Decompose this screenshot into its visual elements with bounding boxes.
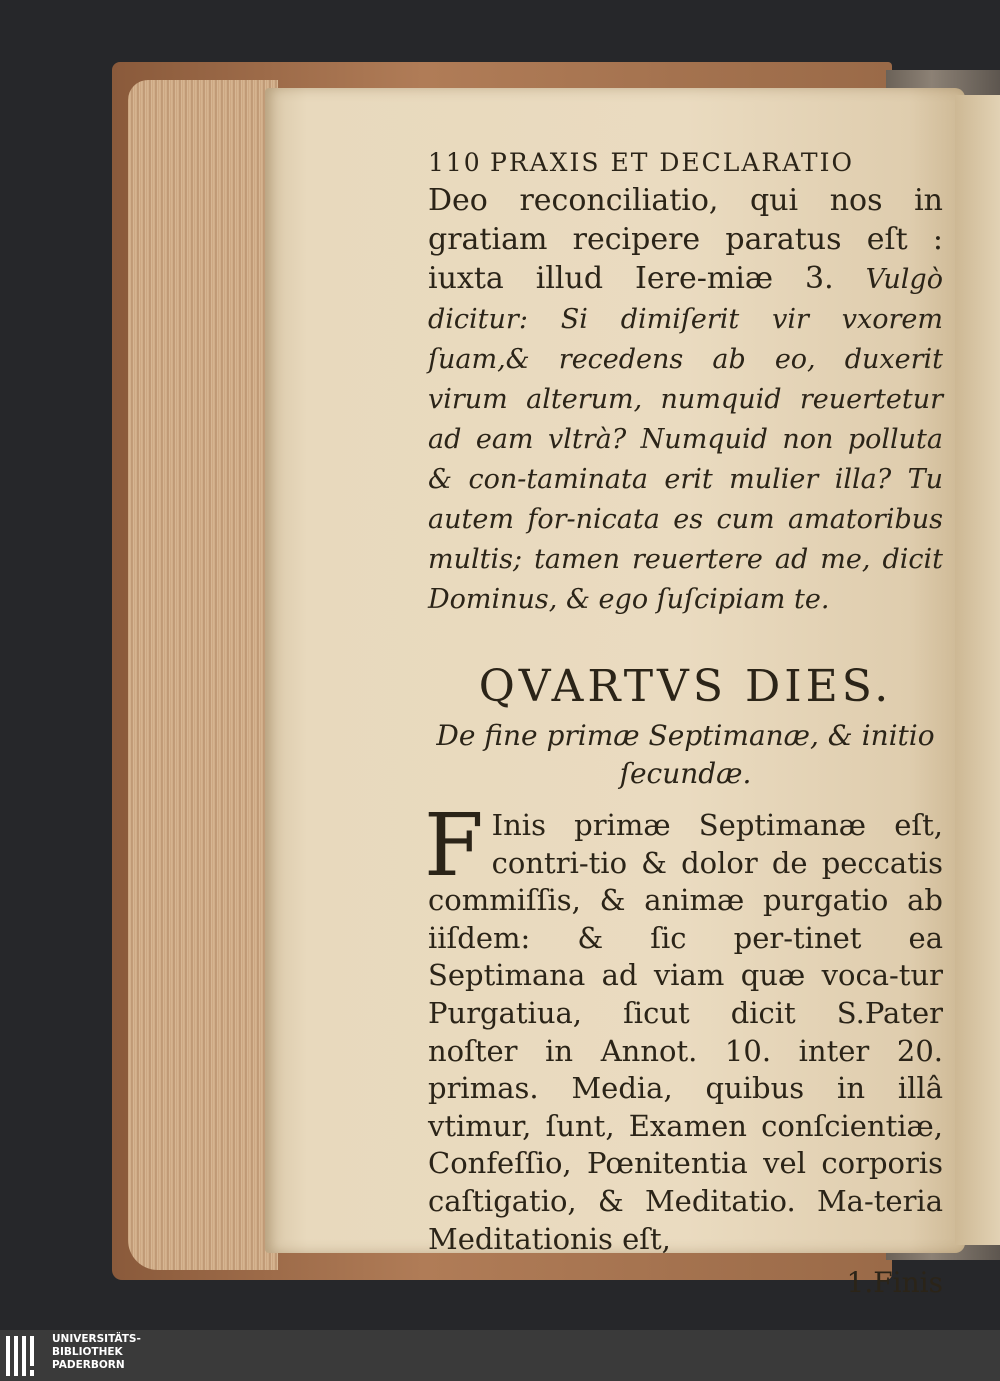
opening-italic-quote: Vulgò dicitur: Si dimiſerit vir vxorem ſuam,& recedens ab eo, duxerit virum alterum, numquid reuertetur ad eam vltrà? Numquid non polluta & con-taminata erit mulier illa? Tu autem for-nicata es cum amatoribus multis; tamen reuertere ad me, dicit Dominus, & ego ſuſcipiam te. [428, 264, 943, 615]
body-text: Inis primæ Septimanæ eſt, contri-tio & dolor de peccatis commiſſis, & animæ purgatio ab iiſdem: & ſic per-tinet ea Septimana ad viam quæ voca-tur Purgatiua, ſicut dicit S.Pater noſter in Annot. 10. inter 20. primas. Media, quibus in illâ vtimur, ſunt, Examen conſcientiæ, Confeſſio, Pœnitentia vel corporis caſtigatio, & Meditatio. Ma-teria Meditationis eſt, [428, 808, 943, 1256]
page-text [424, 145, 943, 1300]
library-logo-icon [6, 1336, 46, 1376]
running-head [428, 145, 943, 181]
chapter-heading: QVARTVS DIES. [478, 661, 893, 712]
catchword: 1.Finis [846, 1266, 943, 1300]
body-paragraph [424, 796, 943, 1258]
library-footer [0, 1330, 1000, 1381]
facing-page-edge [955, 95, 1000, 1245]
page-number: 110 [428, 148, 482, 177]
opening-roman-text: Deo reconciliatio, qui nos in gratiam recipere paratus eſt : iuxta illud Iere-miæ 3. [428, 183, 943, 296]
chapter-subheading: De fine primæ Septimanæ, & initio ſecundæ. [436, 719, 935, 790]
drop-cap: F [424, 796, 484, 896]
opening-paragraph [428, 181, 943, 619]
page-edges [128, 80, 278, 1270]
library-name: UNIVERSITÄTS- BIBLIOTHEK PADERBORN [52, 1333, 141, 1371]
running-title: PRAXIS ET DECLARATIO [490, 148, 854, 177]
